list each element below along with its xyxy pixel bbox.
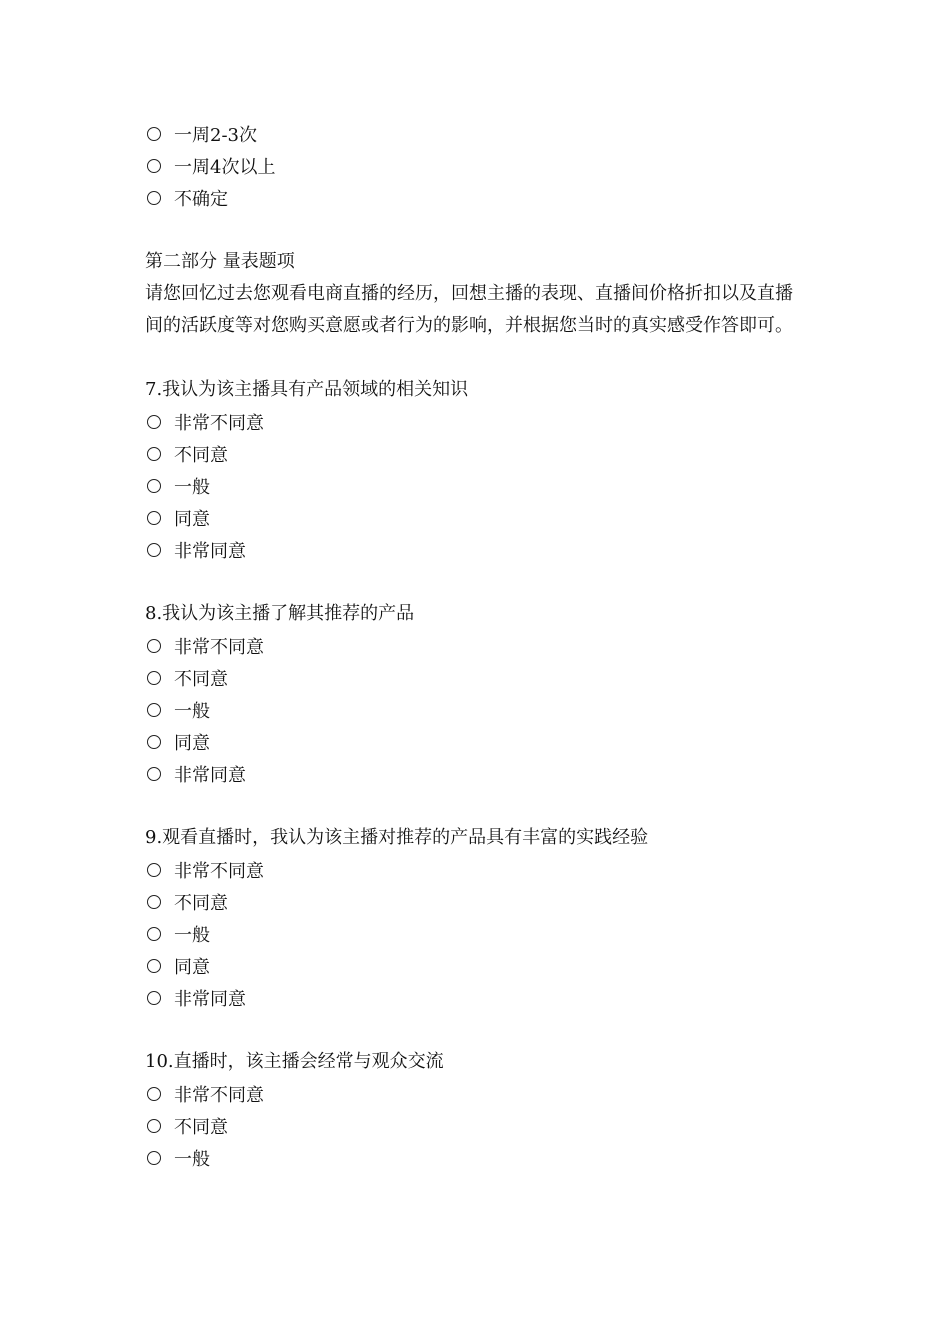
radio-option[interactable] [145,406,810,438]
question-text: 9.观看直播时，我认为该主播对推荐的产品具有丰富的实践经验 [145,827,649,848]
option-label: 一般 [174,477,210,498]
radio-option[interactable] [145,182,810,214]
document-page [145,118,810,1174]
option-label: 同意 [174,733,210,754]
option-label: 一周2-3次 [174,125,257,146]
question-text: 8.我认为该主播了解其推荐的产品 [145,603,415,624]
radio-circle-icon[interactable] [147,927,161,941]
radio-circle-icon[interactable] [147,1087,161,1101]
option-label: 一般 [174,701,210,722]
question-8 [145,598,810,790]
question-6-options [145,118,810,214]
option-label: 非常不同意 [174,413,264,434]
option-label: 不同意 [174,1117,228,1138]
radio-circle-icon[interactable] [147,447,161,461]
radio-option[interactable] [145,950,810,982]
radio-option[interactable] [145,1078,810,1110]
option-label: 一般 [174,925,210,946]
question-text: 10.直播时，该主播会经常与观众交流 [145,1051,444,1072]
radio-option[interactable] [145,662,810,694]
radio-option[interactable] [145,1142,810,1174]
option-label: 非常不同意 [174,637,264,658]
option-label: 非常不同意 [174,861,264,882]
radio-option[interactable] [145,502,810,534]
option-label: 非常同意 [174,541,246,562]
radio-option[interactable] [145,470,810,502]
option-label: 非常同意 [174,989,246,1010]
option-label: 同意 [174,957,210,978]
radio-option[interactable] [145,150,810,182]
radio-option[interactable] [145,854,810,886]
radio-option[interactable] [145,758,810,790]
radio-option[interactable] [145,982,810,1014]
radio-option[interactable] [145,438,810,470]
option-label: 一周4次以上 [174,157,276,178]
option-label: 不同意 [174,669,228,690]
option-label: 不同意 [174,893,228,914]
radio-circle-icon[interactable] [147,639,161,653]
option-label: 不同意 [174,445,228,466]
radio-circle-icon[interactable] [147,543,161,557]
radio-option[interactable] [145,630,810,662]
question-text: 7.我认为该主播具有产品领域的相关知识 [145,379,469,400]
radio-circle-icon[interactable] [147,1119,161,1133]
radio-circle-icon[interactable] [147,191,161,205]
option-label: 非常不同意 [174,1085,264,1106]
radio-option[interactable] [145,886,810,918]
radio-option[interactable] [145,694,810,726]
radio-circle-icon[interactable] [147,735,161,749]
radio-circle-icon[interactable] [147,959,161,973]
option-label: 非常同意 [174,765,246,786]
question-10 [145,1046,810,1174]
radio-circle-icon[interactable] [147,863,161,877]
radio-option[interactable] [145,118,810,150]
radio-option[interactable] [145,1110,810,1142]
radio-option[interactable] [145,534,810,566]
option-label: 同意 [174,509,210,530]
radio-circle-icon[interactable] [147,127,161,141]
radio-circle-icon[interactable] [147,991,161,1005]
radio-circle-icon[interactable] [147,1151,161,1165]
option-label: 一般 [174,1149,210,1170]
radio-circle-icon[interactable] [147,671,161,685]
radio-circle-icon[interactable] [147,479,161,493]
section-title: 第二部分 量表题项 [145,251,295,272]
option-label: 不确定 [174,189,228,210]
question-7 [145,374,810,566]
radio-circle-icon[interactable] [147,159,161,173]
radio-option[interactable] [145,726,810,758]
radio-option[interactable] [145,918,810,950]
section-intro: 请您回忆过去您观看电商直播的经历，回想主播的表现、直播间价格折扣以及直播间的活跃度等对您购买意愿或者行为的影响，并根据您当时的真实感受作答即可。 [145,283,793,336]
radio-circle-icon[interactable] [147,415,161,429]
radio-circle-icon[interactable] [147,511,161,525]
radio-circle-icon[interactable] [147,895,161,909]
radio-circle-icon[interactable] [147,767,161,781]
question-9 [145,822,810,1014]
radio-circle-icon[interactable] [147,703,161,717]
